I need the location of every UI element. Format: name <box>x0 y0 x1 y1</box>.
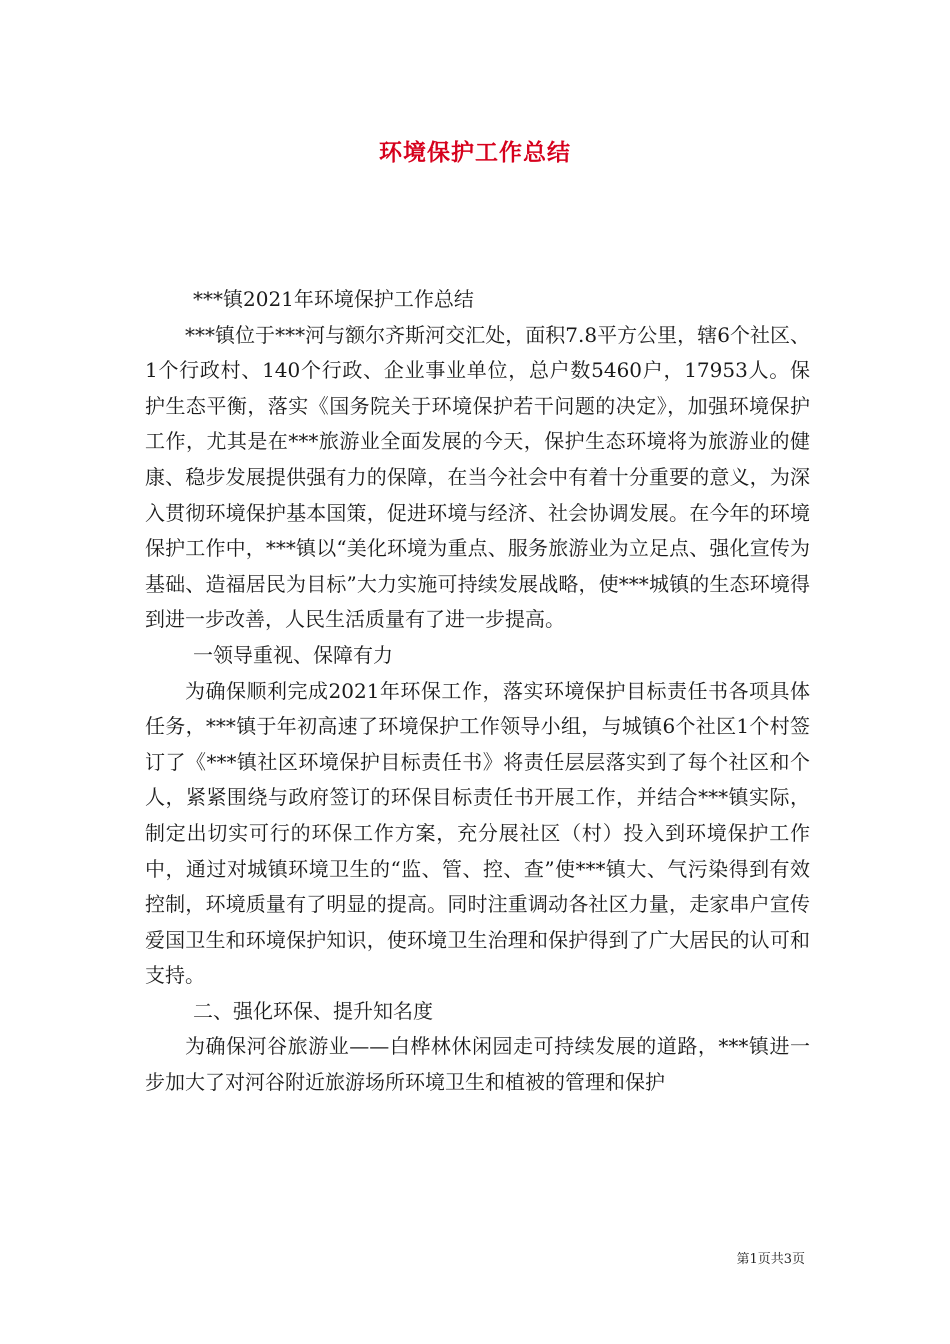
section-2-paragraph: 为确保河谷旅游业——白桦林休闲园走可持续发展的道路，***镇进一步加大了对河谷附近旅游场所环境卫生和植被的管理和保护 <box>145 1034 810 1095</box>
document-body <box>145 282 810 1101</box>
document-subtitle: ***镇2021年环境保护工作总结 <box>193 287 474 311</box>
section-1-paragraph: 为确保顺利完成2021年环保工作，落实环境保护目标责任书各项具体任务，***镇于年初高速了环境保护工作领导小组，与城镇6个社区1个村签订了《***镇社区环境保护目标责任书》将责任层层落实到了每个社区和个人，紧紧围绕与政府签订的环保目标责任书开展工作，并结合***镇实际，制定出切实可行的环保工作方案，充分展社区（村）投入到环境保护工作中，通过对城镇环境卫生的“监、管、控、查”使***镇大、气污染得到有效控制，环境质量有了明显的提高。同时注重调动各社区力量，走家串户宣传爱国卫生和环境保护知识，使环境卫生治理和保护得到了广大居民的认可和支持。 <box>145 678 810 988</box>
intro-paragraph: ***镇位于***河与额尔齐斯河交汇处，面积7.8平方公里，辖6个社区、1个行政村、140个行政、企业事业单位，总户数5460户，17953人。保护生态平衡，落实《国务院关于环境保护若干问题的决定》，加强环境保护工作，尤其是在***旅游业全面发展的今天，保护生态环境将为旅游业的健康、稳步发展提供强有力的保障，在当今社会中有着十分重要的意义，为深入贯彻环境保护基本国策，促进环境与经济、社会协调发展。在今年的环境保护工作中，***镇以“美化环境为重点、服务旅游业为立足点、强化宣传为基础、造福居民为目标”大力实施可持续发展战略，使***城镇的生态环境得到进一步改善，人民生活质量有了进一步提高。 <box>145 322 810 632</box>
section-1-heading: 一领导重视、保障有力 <box>193 642 393 667</box>
section-2-heading: 二、强化环保、提升知名度 <box>193 998 433 1023</box>
document-title: 环境保护工作总结 <box>379 140 571 166</box>
page-number: 第1页共3页 <box>736 1252 805 1267</box>
